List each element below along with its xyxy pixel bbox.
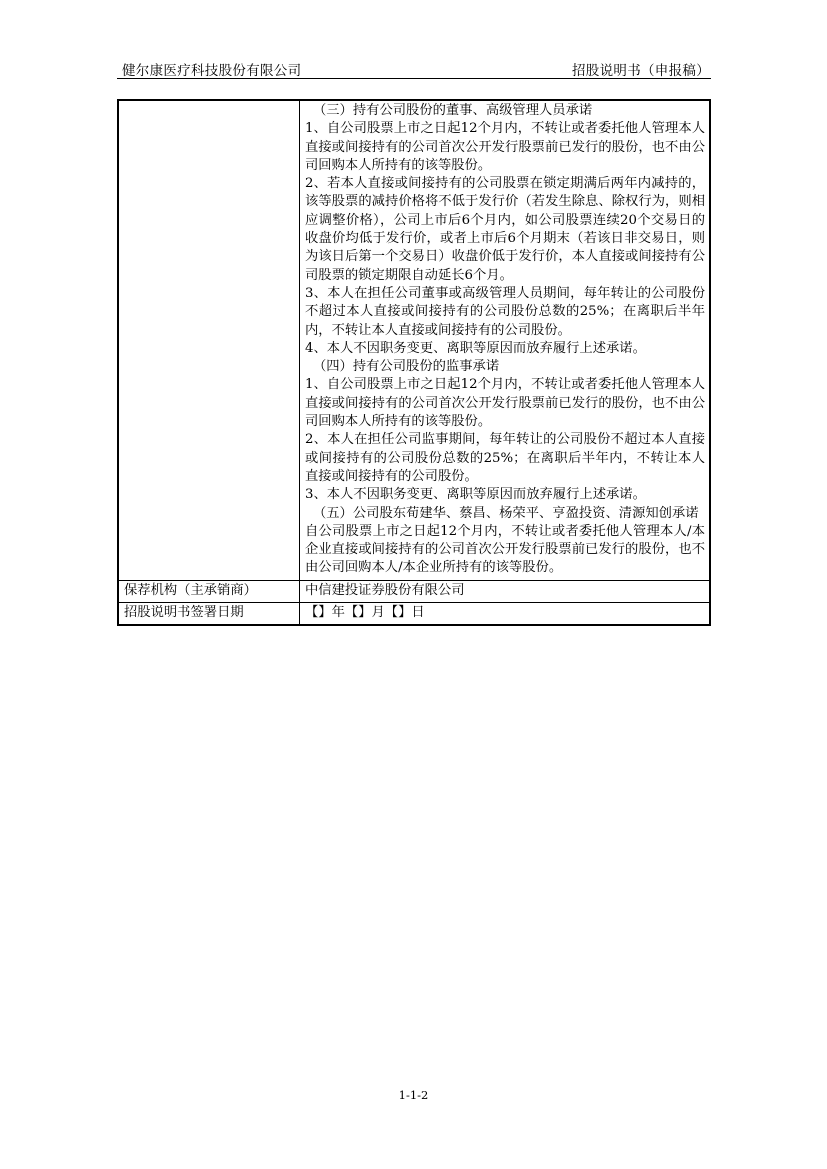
table-row-commitments xyxy=(118,100,710,580)
header-company-name: 健尔康医疗科技股份有限公司 xyxy=(122,63,302,79)
commitment-paragraph: 4、本人不因职务变更、离职等原因而放弃履行上述承诺。 xyxy=(305,340,646,356)
page-number: 1-1-2 xyxy=(398,1088,429,1102)
commitment-paragraph: 1、自公司股票上市之日起12个月内，不转让或者委托他人管理本人直接或间接持有的公司首次公开发行股票前已发行的股份，也不由公司回购本人所持有的该等股份。 xyxy=(305,121,705,173)
commitment-heading-supervisors: （四）持有公司股份的监事承诺 xyxy=(312,359,500,375)
prospectus-info-table xyxy=(117,99,711,626)
commitments-label-cell xyxy=(118,100,300,580)
signing-date-value: 【】年【】月【】日 xyxy=(300,603,711,626)
header-divider xyxy=(117,78,711,79)
sponsor-value: 中信建投证券股份有限公司 xyxy=(300,580,711,602)
signing-date-label: 招股说明书签署日期 xyxy=(118,603,300,626)
commitment-paragraph: 3、本人不因职务变更、离职等原因而放弃履行上述承诺。 xyxy=(305,487,646,503)
commitment-heading-shareholders: （五）公司股东荀建华、蔡昌、杨荣平、亨盈投资、清源知创承诺 xyxy=(312,505,699,521)
header-document-title: 招股说明书（申报稿） xyxy=(572,63,710,79)
commitment-paragraph: 2、本人在担任公司监事期间，每年转让的公司股份不超过本人直接或间接持有的公司股份总数的25%；在离职后半年内，不转让本人直接或间接持有的公司股份。 xyxy=(305,432,705,484)
commitment-paragraph: 3、本人在担任公司董事或高级管理人员期间，每年转让的公司股份不超过本人直接或间接持有的公司股份总数的25%；在离职后半年内，不转让本人直接或间接持有的公司股份。 xyxy=(305,285,705,338)
sponsor-label: 保荐机构（主承销商） xyxy=(118,580,300,602)
table-row-sponsor xyxy=(118,580,710,602)
commitment-paragraph: 2、若本人直接或间接持有的公司股票在锁定期满后两年内减持的，该等股票的减持价格将不低于发行价（若发生除息、除权行为，则相应调整价格），公司上市后6个月内，如公司股票连续20个交易日的收盘价均低于发行价，或者上市后6个月期末（若该日非交易日，则为该日后第一个交易日）收盘价低于发行价，本人直接或间接持有公司股票的锁定期限自动延长6个月。 xyxy=(305,176,705,283)
table-row-signing-date xyxy=(118,603,710,626)
commitment-paragraph: 自公司股票上市之日起12个月内，不转让或者委托他人管理本人/本企业直接或间接持有的公司首次公开发行股票前已发行的股份，也不由公司回购本人/本企业所持有的该等股份。 xyxy=(305,523,705,576)
commitments-content-cell xyxy=(300,100,711,580)
commitment-heading-directors: （三）持有公司股份的董事、高级管理人员承诺 xyxy=(312,103,593,118)
commitment-paragraph: 1、自公司股票上市之日起12个月内，不转让或者委托他人管理本人直接或间接持有的公司首次公开发行股票前已发行的股份，也不由公司回购本人所持有的该等股份。 xyxy=(305,377,705,430)
